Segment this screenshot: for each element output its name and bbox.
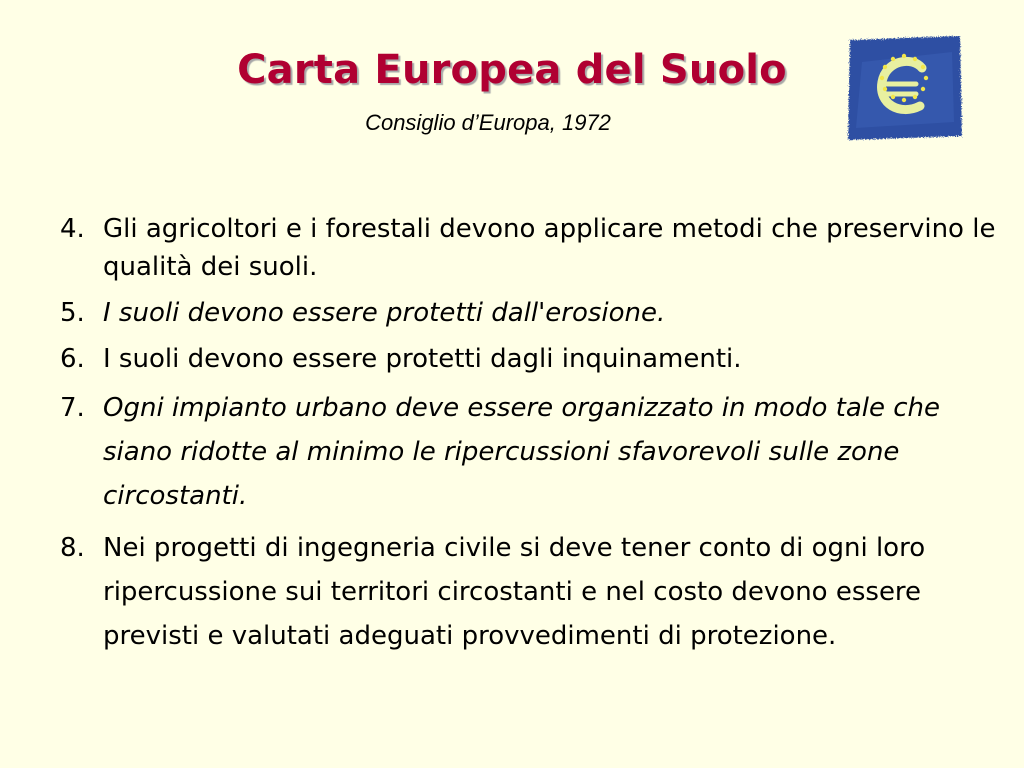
- list-item: [60, 386, 1000, 518]
- item-text: Ogni impianto urbano deve essere organizzato in modo tale che siano ridotte al minimo le ripercussioni sfavorevoli sulle zone circostanti.: [103, 393, 941, 511]
- item-number: 5.: [60, 298, 85, 328]
- item-text: Gli agricoltori e i forestali devono applicare metodi che preservino le qualità dei suoli.: [103, 214, 996, 282]
- item-number: 4.: [60, 214, 85, 244]
- principles-list: [60, 210, 1000, 666]
- list-item: [60, 340, 1000, 378]
- council-of-europe-logo: [842, 32, 966, 142]
- item-text: I suoli devono essere protetti dagli inquinamenti.: [103, 344, 742, 374]
- slide-subtitle: Consiglio d’Europa, 1972: [365, 110, 611, 135]
- list-item: [60, 210, 1000, 286]
- list-item: [60, 294, 1000, 332]
- slide-title: Carta Europea del Suolo: [237, 47, 787, 93]
- item-number: 6.: [60, 344, 85, 374]
- item-number: 8.: [60, 533, 85, 563]
- item-number: 7.: [60, 393, 85, 423]
- council-of-europe-flag-icon: [842, 32, 966, 142]
- list-item: [60, 526, 1000, 658]
- item-text: Nei progetti di ingegneria civile si deve tener conto di ogni loro ripercussione sui territori circostanti e nel costo devono essere previsti e valutati adeguati provvedimenti di protezione.: [103, 533, 926, 651]
- item-text: I suoli devono essere protetti dall'erosione.: [103, 298, 666, 328]
